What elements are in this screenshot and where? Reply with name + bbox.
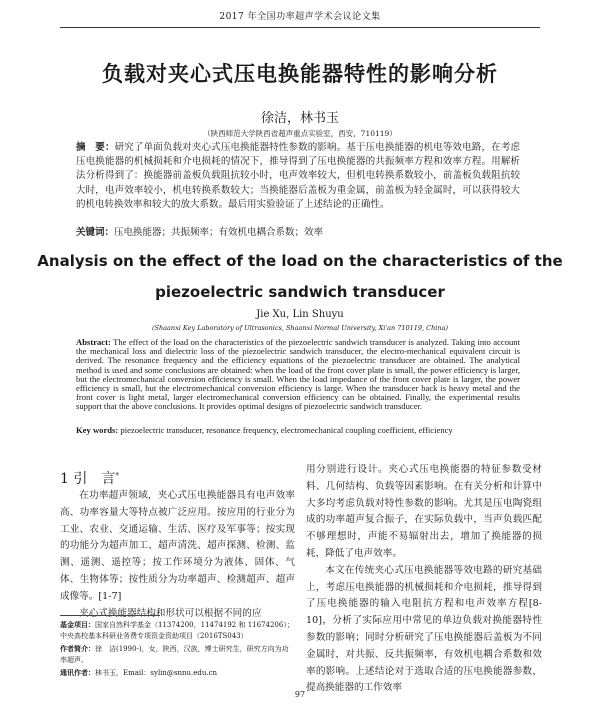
intro-paragraph-1: 在功率超声领域，夹心式压电换能器具有电声效率高、功率容量大等特点被广泛应用。按应用的行业分为工业、农业、交通运输、生活、医疗及军事等；按实现的功能分为超声加工、超声清洗、超声探测、检测、监测、遥测、遥控等；按工作环境分为液体、固体、气体、生物体等；按性质分为功率超声、检测超声、超声成像等。[1-7] — [60, 490, 295, 602]
footnote-fund — [60, 619, 295, 643]
footnote-contact-text: 林书玉，Email：sylin@snnu.edu.cn — [95, 668, 218, 677]
chinese-affiliation: （陕西师范大学陕西省超声重点实验室，西安，710119） — [203, 129, 397, 138]
section-title — [60, 468, 119, 488]
chinese-keywords — [76, 226, 520, 240]
footnote-author-label: 作者简介： — [60, 643, 95, 653]
chinese-keywords-label: 关键词： — [76, 227, 115, 238]
english-title-line1: Analysis on the effect of the load on the characteristics of the — [37, 252, 563, 270]
section-heading: 引 言 — [73, 471, 116, 487]
english-keywords-label: Key words: — [76, 425, 119, 435]
english-abstract-text: The effect of the load on the characteristics of the piezoelectric sandwich transducer is analyzed. Taking into account the mechanical loss and dielectric loss of the piezoelectric sandwich transducer, the electro-mechanical equivalent circuit is derived. The resonance frequency and the efficiency equations of the piezoelectric transducer are obtained. The analytical method is used and some conclusions are obtained: when the load of the front cover plate is small, the power efficiency is larger, but the electromechanical conversion efficiency is small. When the load impedance of the front cover plate is larger, the power efficiency is small, but the electromechanical conversion efficiency is large. When the transducer back is heavy metal and the front cover is light metal, larger electromechanical conversion efficiency can be obtained. Finally, the experimental results support that the above conclusions. It provides optimal designs of piezoelectric sandwich transducer. — [76, 337, 520, 412]
english-title-line2: piezoelectric sandwich transducer — [155, 283, 445, 301]
intro-paragraph-3: 本文在传统夹心式压电换能器等效电路的研究基础上，考虑压电换能器的机械损耗和介电损耗，推导得到了压电换能器的输入电阻抗方程和电声效率方程[8-10]，分析了实际应用中常见的单边负载对换能器特性参数的影响；同时分析研究了压电换能器后盖板为不同金属时，对共振、反共振频率，有效机电耦合系数和效率的影响。上述结论对于选取合适的压电换能器参数，提高换能器的工作效率 — [306, 564, 542, 694]
footnote-fund-label: 基金项目： — [60, 620, 95, 629]
footnotes — [60, 619, 295, 679]
section-number: 1 — [60, 471, 69, 487]
left-column — [60, 488, 295, 622]
footnote-rule — [60, 615, 160, 616]
english-abstract — [76, 338, 520, 412]
english-authors: Jie Xu, Lin Shuyu — [256, 309, 344, 320]
chinese-abstract-label: 摘 要： — [76, 142, 115, 153]
chinese-keywords-text: 压电换能器；共振频率；有效机电耦合系数；效率 — [114, 227, 324, 238]
page-number: 97 — [294, 690, 306, 699]
right-column — [306, 462, 542, 697]
english-keywords — [76, 426, 520, 436]
footnote-author-text: 徐 洁(1990-)，女，陕西，汉族，博士研究生，研究方向为功率超声。 — [60, 644, 289, 665]
chinese-authors: 徐洁，林书玉 — [260, 111, 339, 126]
intro-paragraph-2: 夹心式换能器结构和形状可以根据不同的应 — [79, 607, 262, 619]
footnote-author — [60, 643, 295, 667]
english-keywords-text: piezoelectric transducer, resonance frequency, electromechanical coupling coefficient, efficiency — [120, 425, 453, 435]
header-rule — [60, 27, 540, 28]
chinese-abstract — [76, 141, 520, 212]
conference-header: 2017 年全国功率超声学术会议论文集 — [219, 12, 381, 22]
english-affiliation: (Shaanxi Key Laboratory of Ultrasonics, Shaanxi Normal University, Xi'an 710119, China) — [152, 324, 448, 332]
footnote-contact-label: 通讯作者： — [60, 667, 95, 677]
footnote-contact — [60, 667, 295, 679]
chinese-abstract-text: 研究了单面负载对夹心式压电换能器特性参数的影响。基于压电换能器的机电等效电路，在考虑压电换能器的机械损耗和介电损耗的情况下，推导得到了压电换能器的共振频率方程和效率方程。用解析法分析得到了：换能器前盖板负载阻抗较小时，电声效率较大，但机电转换系数较小，前盖板负载阻抗较大时，电声效率较小，机电转换系数较大；当换能器后盖板为重金属，前盖板为轻金属时，可以获得较大的机电转换效率和较大的放大系数。最后用实验验证了上述结论的正确性。 — [76, 142, 520, 210]
footnote-fund-text: 国家自然科学基金（11374200，11474192 和 11674206）；中央高校基本科研业务费专项资金资助项目（2016TS043） — [60, 621, 294, 641]
section-footnote-mark: * — [115, 471, 119, 480]
chinese-title: 负载对夹心式压电换能器特性的影响分析 — [102, 62, 498, 86]
intro-paragraph-2-cont: 用分别进行设计。夹心式压电换能器的特征参数受材料、几何结构、负载等因素影响。在有关分析和计算中大多均考虑负载对特性参数的影响。尤其是压电陶瓷组成的功率超声复合振子，在实际负载中，当声负载匹配不够理想时，声能不易辐射出去，增加了换能器的损耗，降低了电声效率。 — [306, 464, 542, 559]
english-abstract-label: Abstract: — [76, 337, 111, 347]
english-title — [0, 246, 600, 308]
